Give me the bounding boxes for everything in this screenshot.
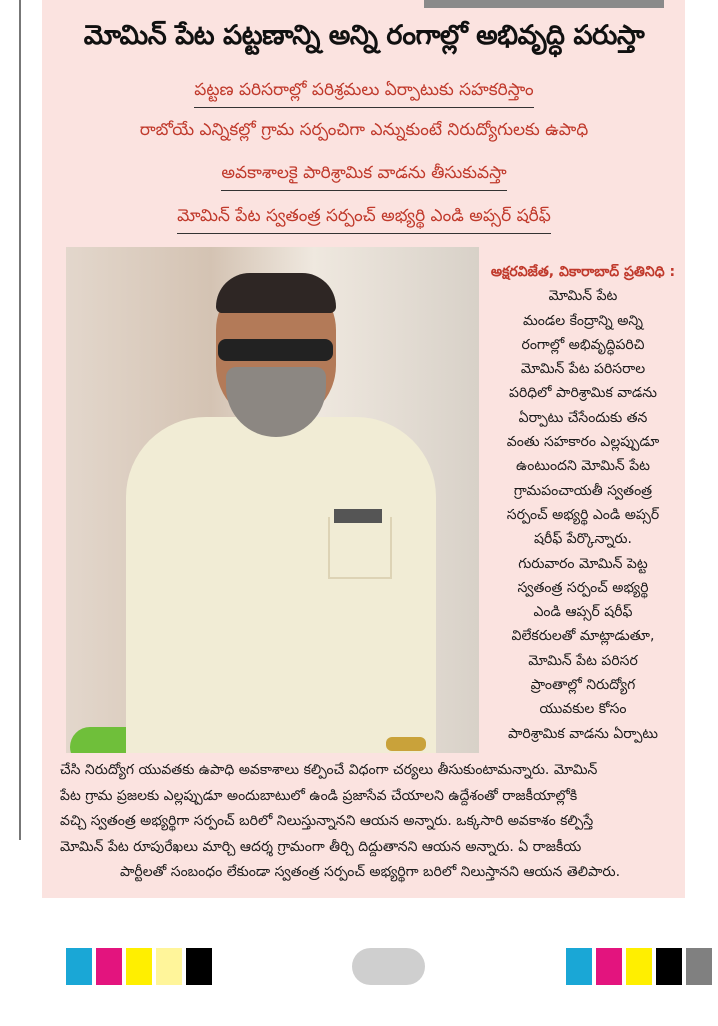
reg-swatch — [686, 948, 712, 985]
deck-line-4: మోమిన్ పేట స్వతంత్ర సర్పంచ్ అభ్యర్థి ఎండి అప్సర్ షరీఫ్ — [46, 206, 682, 234]
deck-line-3: అవకాశాలకై పారిశ్రామిక వాడను తీసుకువస్తా — [46, 163, 682, 191]
deck-line-1: పట్టణ పరిసరాల్లో పరిశ్రమలు ఏర్పాటుకు సహకరిస్తాం — [46, 80, 682, 108]
reg-swatch — [96, 948, 122, 985]
reg-swatch — [156, 948, 182, 985]
top-cut-strip — [60, 0, 680, 10]
deck-line-2: రాబోయే ఎన్నికల్లో గ్రామ సర్పంచిగా ఎన్నుకుంటే నిరుద్యోగులకు ఉపాధి — [139, 120, 589, 140]
article-body: చేసి నిరుద్యోగ యువతకు ఉపాధి అవకాశాలు కల్పించే విధంగా చర్యలు తీసుకుంటామన్నారు. మోమిన్ పేట గ్రామ ప్రజలకు ఎల్లప్పుడూ అందుబాటులో ఉండి ప్రజాసేవ చేయాలని ఉద్దేశంతో రాజకీయాల్లోకి వచ్చి స్వతంత్ర అభ్యర్థిగా సర్పంచ్ బరిలో నిలుస్తున్నానని ఆయన అన్నారు. ఒక్కసారి అవకాశం కల్పిస్తే మోమిన్ పేట రూపురేఖలు మార్చి ఆదర్శ గ్రామంగా తీర్చి దిద్దుతానని ఆయన అన్నారు. ఏ రాజకీయ పార్టీలతో సంబంధం లేకుండా స్వతంత్ర సర్పంచ్ అభ్యర్థిగా బరిలో నిలుస్తానని ఆయన తెలిపారు. — [60, 762, 621, 881]
dateline: అక్షరవిజేత, వికారాబాద్ ప్రతినిధి : — [490, 264, 676, 280]
reg-swatch — [66, 948, 92, 985]
side-column-text: అక్షరవిజేత, వికారాబాద్ ప్రతినిధి : మోమిన్ పేట మండల కేంద్రాన్ని అన్ని రంగాల్లో అభివృద్ధిపరిచి మోమిన్ పేట పరిసరాల పరిధిలో పారిశ్రామిక వాడను ఏర్పాటు చేసేందుకు తన వంతు సహకారం ఎల్లప్పుడూ ఉంటుందని మోమిన్ పేట గ్రామపంచాయతీ స్వతంత్ర సర్పంచ్ అభ్యర్థి ఎండి అప్సర్ షరీఫ్ పేర్కొన్నారు. గురువారం మోమిన్ పెట్ట స్వతంత్ర సర్పంచ్ అభ్యర్థి ఎండి ఆప్సర్ షరీఫ్ విలేకరులతో మాట్లాడుతూ, మోమిన్ పేట పరిసర ప్రాంతాల్లో నిరుద్యోగ యువకుల కోసం పారిశ్రామిక వాడను ఏర్పాటు — [490, 264, 676, 742]
registration-oval — [352, 948, 425, 985]
headline: మోమిన్ పేట పట్టణాన్ని అన్ని రంగాల్లో అభివృద్ధి పరుస్తా — [83, 20, 645, 51]
candidate-photo — [66, 247, 479, 753]
reg-swatch — [186, 948, 212, 985]
registration-marks-left — [66, 948, 216, 985]
cut-off-image — [424, 0, 664, 8]
column-rule — [19, 0, 21, 840]
reg-swatch — [566, 948, 592, 985]
reg-swatch — [596, 948, 622, 985]
reg-swatch — [626, 948, 652, 985]
reg-swatch — [126, 948, 152, 985]
registration-marks-right — [566, 948, 716, 985]
reg-swatch — [656, 948, 682, 985]
